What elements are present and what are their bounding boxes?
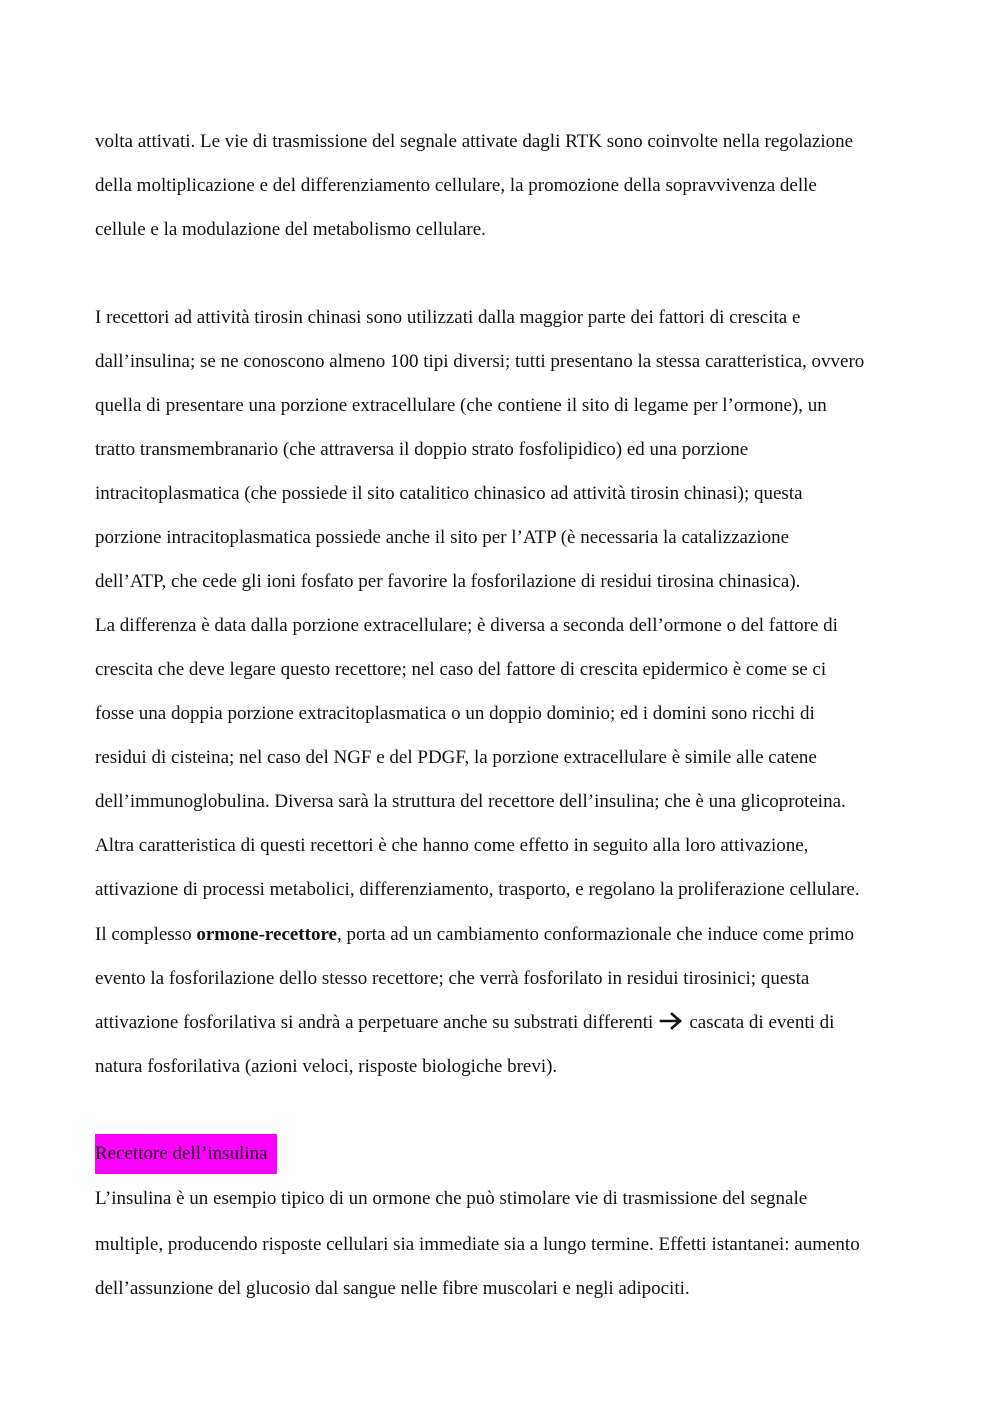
text-line: L’insulina è un esempio tipico di un ormone che può stimolare vie di trasmissione del segnale (95, 1188, 808, 1209)
text-line: residui di cisteina; nel caso del NGF e del PDGF, la porzione extracellulare è simile alle catene (95, 747, 817, 768)
text-line: dall’insulina; se ne conoscono almeno 100 tipi diversi; tutti presentano la stessa caratteristica, ovvero (95, 351, 865, 372)
text-line: evento la fosforilazione dello stesso recettore; che verrà fosforilato in residui tirosinici; questa (95, 968, 810, 989)
text-segment: , porta ad un cambiamento conformazionale che induce come primo (336, 924, 855, 945)
text-line: cellule e la modulazione del metabolismo cellulare. (95, 219, 486, 240)
text-line-arrow (95, 1011, 834, 1035)
text-line: multiple, producendo risposte cellulari sia immediate sia a lungo termine. Effetti istantanei: aumento (95, 1234, 860, 1255)
text-line: porzione intracitoplasmatica possiede anche il sito per l’ATP (è necessaria la catalizzazione (95, 527, 790, 548)
right-arrow-icon (659, 1011, 685, 1031)
text-line: dell’ATP, che cede gli ioni fosfato per favorire la fosforilazione di residui tirosina chinasica). (95, 571, 801, 592)
text-line: attivazione di processi metabolici, differenziamento, trasporto, e regolano la proliferazione cellulare. (95, 879, 860, 900)
text-segment: Il complesso (95, 924, 197, 945)
text-line: crescita che deve legare questo recettore; nel caso del fattore di crescita epidermico è come se ci (95, 659, 827, 680)
text-line: tratto transmembranario (che attraversa il doppio strato fosfolipidico) ed una porzione (95, 439, 749, 460)
text-segment: attivazione fosforilativa si andrà a perpetuare anche su substrati differenti (95, 1012, 654, 1033)
text-line: quella di presentare una porzione extracellulare (che contiene il sito di legame per l’ormone), un (95, 395, 827, 416)
text-line: volta attivati. Le vie di trasmissione del segnale attivate dagli RTK sono coinvolte nella regolazione (95, 131, 854, 152)
text-line: Altra caratteristica di questi recettori è che hanno come effetto in seguito alla loro attivazione, (95, 835, 809, 856)
text-line-bold-term (95, 923, 854, 947)
text-line: dell’immunoglobulina. Diversa sarà la struttura del recettore dell’insulina; che è una glicoproteina. (95, 791, 846, 812)
text-line: fosse una doppia porzione extracitoplasmatica o un doppio dominio; ed i domini sono ricchi di (95, 703, 815, 724)
text-line: La differenza è data dalla porzione extracellulare; è diversa a seconda dell’ormone o del fattore di (95, 615, 838, 636)
text-line: I recettori ad attività tirosin chinasi sono utilizzati dalla maggior parte dei fattori di crescita e (95, 307, 801, 328)
section-heading: Recettore dell’insulina (95, 1134, 277, 1174)
text-line: intracitoplasmatica (che possiede il sito catalitico chinasico ad attività tirosin chinasi); questa (95, 483, 803, 504)
text-segment: cascata di eventi di (689, 1012, 835, 1033)
text-line: natura fosforilativa (azioni veloci, risposte biologiche brevi). (95, 1056, 558, 1077)
bold-term: ormone-recettore (196, 924, 337, 945)
text-line: della moltiplicazione e del differenziamento cellulare, la promozione della sopravvivenza delle (95, 175, 817, 196)
text-line: dell’assunzione del glucosio dal sangue nelle fibre muscolari e negli adipociti. (95, 1278, 690, 1299)
